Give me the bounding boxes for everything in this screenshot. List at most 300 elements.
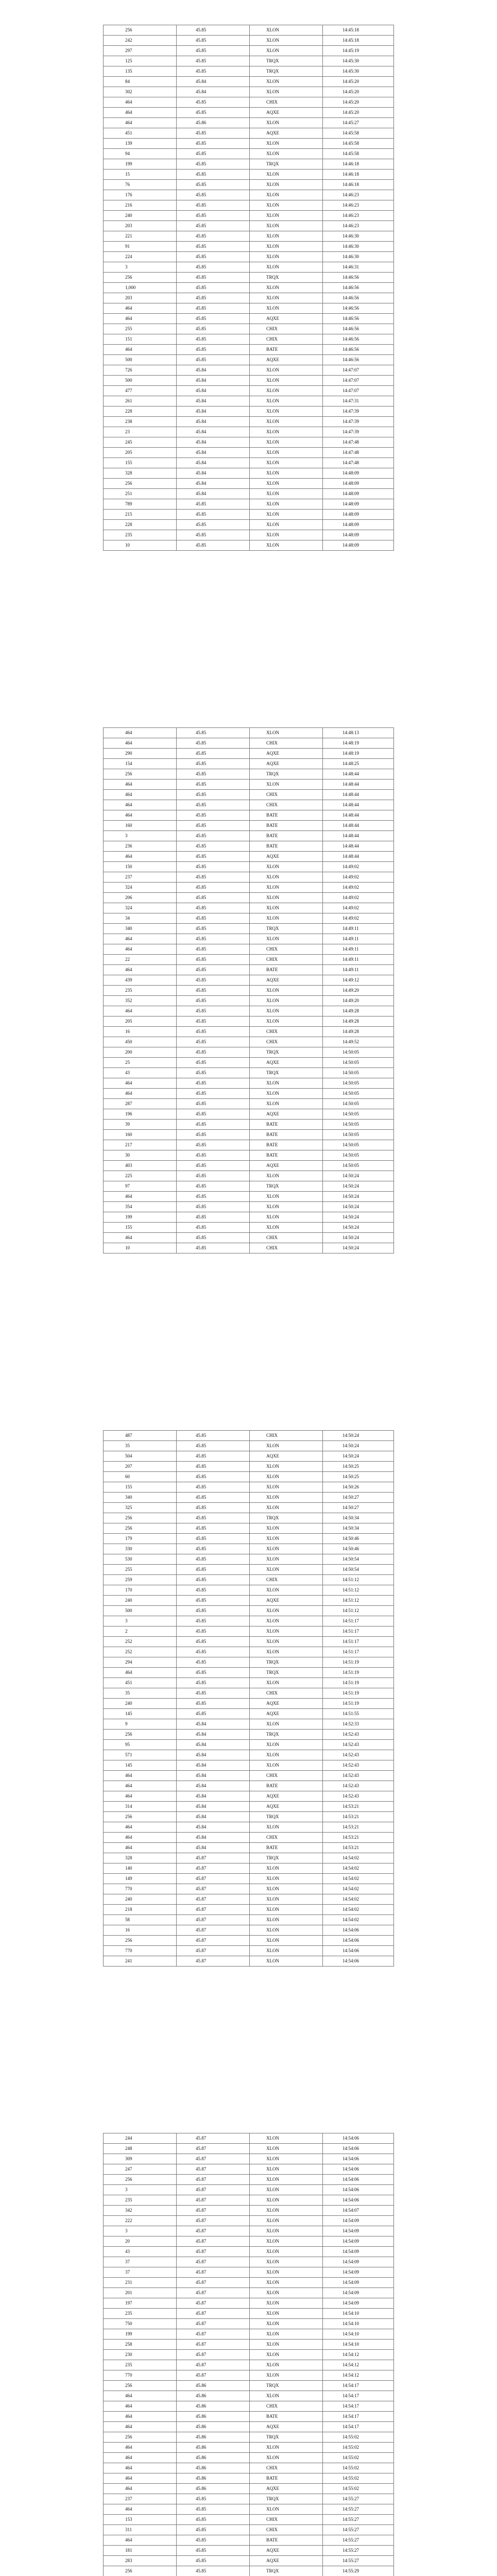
volume-cell: 256 xyxy=(104,1513,177,1523)
time-cell: 14:46:18 xyxy=(323,170,394,180)
volume-cell: 199 xyxy=(104,159,177,170)
price-cell: 45.87 xyxy=(177,1894,250,1905)
venue-cell: XLON xyxy=(250,986,323,996)
price-cell: 45.85 xyxy=(177,1243,250,1253)
volume-cell: 160 xyxy=(104,1130,177,1140)
venue-cell: XLON xyxy=(250,221,323,231)
price-cell: 45.86 xyxy=(177,2381,250,2391)
price-cell: 45.85 xyxy=(177,1554,250,1565)
volume-cell: 403 xyxy=(104,1161,177,1171)
volume-cell: 256 xyxy=(104,2432,177,2443)
venue-cell: XLON xyxy=(250,1089,323,1099)
volume-cell: 258 xyxy=(104,2340,177,2350)
venue-cell: TRQX xyxy=(250,56,323,66)
time-cell: 14:47:07 xyxy=(323,376,394,386)
table-row xyxy=(104,2288,394,2298)
time-cell: 14:51:17 xyxy=(323,1616,394,1626)
table-row xyxy=(104,1058,394,1068)
venue-cell: XLON xyxy=(250,510,323,520)
table-row xyxy=(104,2412,394,2422)
volume-cell: 240 xyxy=(104,1596,177,1606)
time-cell: 14:53:21 xyxy=(323,1812,394,1822)
price-cell: 45.85 xyxy=(177,1451,250,1462)
price-cell: 45.85 xyxy=(177,283,250,293)
volume-cell: 294 xyxy=(104,1657,177,1668)
volume-cell: 464 xyxy=(104,118,177,128)
table-row xyxy=(104,831,394,841)
table-row xyxy=(104,2329,394,2340)
time-cell: 14:54:17 xyxy=(323,2381,394,2391)
volume-cell: 206 xyxy=(104,893,177,903)
venue-cell: XLON xyxy=(250,437,323,448)
price-cell: 45.85 xyxy=(177,790,250,800)
venue-cell: AQXE xyxy=(250,1802,323,1812)
volume-cell: 464 xyxy=(104,2443,177,2453)
volume-cell: 328 xyxy=(104,1853,177,1863)
time-cell: 14:54:10 xyxy=(323,2329,394,2340)
time-cell: 14:49:28 xyxy=(323,1016,394,1027)
time-cell: 14:48:44 xyxy=(323,852,394,862)
venue-cell: XLON xyxy=(250,25,323,36)
table-row xyxy=(104,924,394,934)
table-row xyxy=(104,190,394,200)
volume-cell: 43 xyxy=(104,1068,177,1078)
price-cell: 45.85 xyxy=(177,520,250,530)
price-cell: 45.85 xyxy=(177,293,250,303)
price-cell: 45.85 xyxy=(177,769,250,779)
venue-cell: XLON xyxy=(250,2133,323,2144)
time-cell: 14:48:25 xyxy=(323,759,394,769)
time-cell: 14:55:02 xyxy=(323,2484,394,2494)
time-cell: 14:47:48 xyxy=(323,458,394,468)
table-row xyxy=(104,520,394,530)
venue-cell: XLON xyxy=(250,2370,323,2381)
venue-cell: XLON xyxy=(250,1925,323,1936)
venue-cell: XLON xyxy=(250,211,323,221)
table-row xyxy=(104,1585,394,1596)
time-cell: 14:55:02 xyxy=(323,2443,394,2453)
table-row xyxy=(104,324,394,334)
price-cell: 45.85 xyxy=(177,1202,250,1212)
volume-cell: 179 xyxy=(104,1534,177,1544)
volume-cell: 230 xyxy=(104,2350,177,2360)
price-cell: 45.85 xyxy=(177,540,250,551)
price-cell: 45.85 xyxy=(177,924,250,934)
venue-cell: XLON xyxy=(250,2350,323,2360)
table-row xyxy=(104,2422,394,2432)
table-row xyxy=(104,2257,394,2267)
volume-cell: 2 xyxy=(104,1626,177,1637)
table-row xyxy=(104,1462,394,1472)
time-cell: 14:50:05 xyxy=(323,1068,394,1078)
venue-cell: CHIX xyxy=(250,2401,323,2412)
venue-cell: AQXE xyxy=(250,128,323,139)
volume-cell: 256 xyxy=(104,2381,177,2391)
volume-cell: 464 xyxy=(104,2422,177,2432)
table-row xyxy=(104,841,394,852)
venue-cell: XLON xyxy=(250,1223,323,1233)
venue-cell: XLON xyxy=(250,1884,323,1894)
time-cell: 14:49:11 xyxy=(323,924,394,934)
venue-cell: TRQX xyxy=(250,1513,323,1523)
volume-cell: 464 xyxy=(104,1192,177,1202)
time-cell: 14:50:05 xyxy=(323,1099,394,1109)
time-cell: 14:49:02 xyxy=(323,872,394,883)
table-row xyxy=(104,913,394,924)
volume-cell: 203 xyxy=(104,221,177,231)
volume-cell: 237 xyxy=(104,872,177,883)
table-row xyxy=(104,852,394,862)
volume-cell: 464 xyxy=(104,2391,177,2401)
time-cell: 14:49:12 xyxy=(323,975,394,986)
price-cell: 45.85 xyxy=(177,872,250,883)
volume-cell: 287 xyxy=(104,1099,177,1109)
volume-cell: 20 xyxy=(104,2236,177,2247)
time-cell: 14:50:24 xyxy=(323,1233,394,1243)
price-cell: 45.84 xyxy=(177,1760,250,1771)
time-cell: 14:45:20 xyxy=(323,97,394,108)
table-row xyxy=(104,468,394,479)
volume-cell: 139 xyxy=(104,139,177,149)
price-cell: 45.85 xyxy=(177,852,250,862)
price-cell: 45.86 xyxy=(177,2463,250,2473)
venue-cell: XLON xyxy=(250,2453,323,2463)
venue-cell: AQXE xyxy=(250,2546,323,2556)
table-row xyxy=(104,2381,394,2391)
venue-cell: XLON xyxy=(250,862,323,872)
time-cell: 14:47:48 xyxy=(323,437,394,448)
time-cell: 14:51:19 xyxy=(323,1688,394,1699)
price-cell: 45.87 xyxy=(177,2144,250,2154)
price-cell: 45.87 xyxy=(177,2185,250,2195)
volume-cell: 464 xyxy=(104,2401,177,2412)
time-cell: 14:54:09 xyxy=(323,2257,394,2267)
price-cell: 45.84 xyxy=(177,1812,250,1822)
volume-cell: 205 xyxy=(104,448,177,458)
time-cell: 14:46:31 xyxy=(323,262,394,273)
price-cell: 45.87 xyxy=(177,2267,250,2278)
time-cell: 14:46:23 xyxy=(323,221,394,231)
time-cell: 14:46:23 xyxy=(323,211,394,221)
volume-cell: 218 xyxy=(104,1905,177,1915)
time-cell: 14:49:02 xyxy=(323,883,394,893)
price-cell: 45.85 xyxy=(177,1657,250,1668)
volume-cell: 225 xyxy=(104,1171,177,1181)
table-row xyxy=(104,2144,394,2154)
volume-cell: 256 xyxy=(104,25,177,36)
venue-cell: BATE xyxy=(250,965,323,975)
price-cell: 45.84 xyxy=(177,489,250,499)
volume-cell: 464 xyxy=(104,965,177,975)
table-row xyxy=(104,448,394,458)
time-cell: 14:45:20 xyxy=(323,87,394,97)
price-cell: 45.87 xyxy=(177,2298,250,2309)
volume-cell: 153 xyxy=(104,2515,177,2525)
venue-cell: XLON xyxy=(250,1822,323,1833)
time-cell: 14:51:19 xyxy=(323,1699,394,1709)
price-cell: 45.85 xyxy=(177,97,250,108)
table-row xyxy=(104,334,394,345)
table-row xyxy=(104,1099,394,1109)
time-cell: 14:50:34 xyxy=(323,1523,394,1534)
table-row xyxy=(104,365,394,376)
price-cell: 45.86 xyxy=(177,2453,250,2463)
venue-cell: XLON xyxy=(250,1099,323,1109)
price-cell: 45.85 xyxy=(177,831,250,841)
table-row xyxy=(104,1078,394,1089)
volume-cell: 9 xyxy=(104,1719,177,1730)
table-row xyxy=(104,893,394,903)
table-row xyxy=(104,1884,394,1894)
price-cell: 45.85 xyxy=(177,996,250,1006)
time-cell: 14:54:02 xyxy=(323,1905,394,1915)
time-cell: 14:50:24 xyxy=(323,1192,394,1202)
price-cell: 45.87 xyxy=(177,2319,250,2329)
time-cell: 14:54:06 xyxy=(323,1946,394,1956)
venue-cell: AQXE xyxy=(250,2484,323,2494)
table-row xyxy=(104,2319,394,2329)
time-cell: 14:50:05 xyxy=(323,1089,394,1099)
time-cell: 14:50:27 xyxy=(323,1503,394,1513)
price-cell: 45.85 xyxy=(177,345,250,355)
volume-cell: 247 xyxy=(104,2164,177,2175)
volume-cell: 464 xyxy=(104,944,177,955)
venue-cell: XLON xyxy=(250,46,323,56)
volume-cell: 477 xyxy=(104,386,177,396)
table-row xyxy=(104,975,394,986)
time-cell: 14:54:02 xyxy=(323,1874,394,1884)
price-cell: 45.85 xyxy=(177,810,250,821)
venue-cell: XLON xyxy=(250,2391,323,2401)
time-cell: 14:45:30 xyxy=(323,66,394,77)
table-row xyxy=(104,386,394,396)
price-cell: 45.84 xyxy=(177,1730,250,1740)
table-row xyxy=(104,2453,394,2463)
venue-cell: XLON xyxy=(250,87,323,97)
venue-cell: AQXE xyxy=(250,108,323,118)
table-row xyxy=(104,200,394,211)
time-cell: 14:49:11 xyxy=(323,934,394,944)
price-cell: 45.85 xyxy=(177,1565,250,1575)
table-row xyxy=(104,1956,394,1967)
price-cell: 45.86 xyxy=(177,2432,250,2443)
table-row xyxy=(104,1946,394,1956)
volume-cell: 22 xyxy=(104,955,177,965)
time-cell: 14:49:11 xyxy=(323,965,394,975)
volume-cell: 256 xyxy=(104,2175,177,2185)
table-row xyxy=(104,540,394,551)
volume-cell: 200 xyxy=(104,1047,177,1058)
venue-cell: BATE xyxy=(250,1120,323,1130)
price-cell: 45.85 xyxy=(177,1192,250,1202)
table-row xyxy=(104,2370,394,2381)
price-cell: 45.85 xyxy=(177,1606,250,1616)
venue-cell: TRQX xyxy=(250,769,323,779)
price-cell: 45.85 xyxy=(177,1130,250,1140)
time-cell: 14:54:17 xyxy=(323,2401,394,2412)
volume-cell: 16 xyxy=(104,1925,177,1936)
time-cell: 14:54:10 xyxy=(323,2309,394,2319)
venue-cell: XLON xyxy=(250,728,323,738)
time-cell: 14:46:56 xyxy=(323,283,394,293)
time-cell: 14:48:44 xyxy=(323,810,394,821)
volume-cell: 311 xyxy=(104,2525,177,2535)
time-cell: 14:49:11 xyxy=(323,944,394,955)
time-cell: 14:52:43 xyxy=(323,1740,394,1750)
venue-cell: XLON xyxy=(250,1585,323,1596)
time-cell: 14:48:09 xyxy=(323,479,394,489)
volume-cell: 340 xyxy=(104,924,177,934)
time-cell: 14:54:12 xyxy=(323,2350,394,2360)
table-row xyxy=(104,355,394,365)
price-cell: 45.85 xyxy=(177,1585,250,1596)
venue-cell: AQXE xyxy=(250,1161,323,1171)
table-row xyxy=(104,2525,394,2535)
price-cell: 45.85 xyxy=(177,1699,250,1709)
volume-cell: 726 xyxy=(104,365,177,376)
volume-cell: 261 xyxy=(104,396,177,406)
price-cell: 45.87 xyxy=(177,2164,250,2175)
table-row xyxy=(104,406,394,417)
venue-cell: XLON xyxy=(250,1647,323,1657)
time-cell: 14:54:06 xyxy=(323,1956,394,1967)
volume-cell: 248 xyxy=(104,2144,177,2154)
price-cell: 45.87 xyxy=(177,2206,250,2216)
volume-cell: 94 xyxy=(104,149,177,159)
venue-cell: XLON xyxy=(250,1740,323,1750)
time-cell: 14:45:58 xyxy=(323,149,394,159)
time-cell: 14:55:02 xyxy=(323,2432,394,2443)
table-row xyxy=(104,108,394,118)
volume-cell: 3 xyxy=(104,831,177,841)
time-cell: 14:47:48 xyxy=(323,448,394,458)
price-cell: 45.85 xyxy=(177,1647,250,1657)
table-row xyxy=(104,2154,394,2164)
time-cell: 14:52:43 xyxy=(323,1760,394,1771)
venue-cell: XLON xyxy=(250,1760,323,1771)
volume-cell: 464 xyxy=(104,2535,177,2546)
table-row xyxy=(104,1441,394,1451)
volume-cell: 464 xyxy=(104,1781,177,1791)
time-cell: 14:51:17 xyxy=(323,1626,394,1637)
venue-cell: CHIX xyxy=(250,1575,323,1585)
table-row xyxy=(104,510,394,520)
table-row xyxy=(104,1006,394,1016)
volume-cell: 504 xyxy=(104,1451,177,1462)
table-row xyxy=(104,1482,394,1493)
price-cell: 45.84 xyxy=(177,1802,250,1812)
venue-cell: XLON xyxy=(250,2185,323,2195)
time-cell: 14:51:19 xyxy=(323,1657,394,1668)
table-row xyxy=(104,345,394,355)
table-row xyxy=(104,262,394,273)
venue-cell: XLON xyxy=(250,2144,323,2154)
venue-cell: TRQX xyxy=(250,924,323,934)
venue-cell: AQXE xyxy=(250,1451,323,1462)
price-cell: 45.87 xyxy=(177,2370,250,2381)
volume-cell: 464 xyxy=(104,2463,177,2473)
price-cell: 45.85 xyxy=(177,1037,250,1047)
time-cell: 14:46:23 xyxy=(323,190,394,200)
table-row xyxy=(104,1812,394,1822)
table-row xyxy=(104,458,394,468)
volume-cell: 140 xyxy=(104,1863,177,1874)
time-cell: 14:54:02 xyxy=(323,1853,394,1863)
venue-cell: TRQX xyxy=(250,2432,323,2443)
venue-cell: CHIX xyxy=(250,324,323,334)
venue-cell: CHIX xyxy=(250,790,323,800)
venue-cell: XLON xyxy=(250,1956,323,1967)
table-row xyxy=(104,1791,394,1802)
price-cell: 45.85 xyxy=(177,262,250,273)
venue-cell: BATE xyxy=(250,2412,323,2422)
volume-cell: 302 xyxy=(104,87,177,97)
price-cell: 45.85 xyxy=(177,170,250,180)
table-row xyxy=(104,1781,394,1791)
price-cell: 45.84 xyxy=(177,1833,250,1843)
table-row xyxy=(104,1894,394,1905)
time-cell: 14:49:20 xyxy=(323,996,394,1006)
time-cell: 14:54:09 xyxy=(323,2226,394,2236)
venue-cell: XLON xyxy=(250,2236,323,2247)
volume-cell: 240 xyxy=(104,1699,177,1709)
venue-cell: XLON xyxy=(250,417,323,427)
venue-cell: XLON xyxy=(250,2298,323,2309)
table-row xyxy=(104,1431,394,1441)
volume-cell: 256 xyxy=(104,273,177,283)
price-cell: 45.86 xyxy=(177,2484,250,2494)
venue-cell: XLON xyxy=(250,283,323,293)
time-cell: 14:54:09 xyxy=(323,2216,394,2226)
volume-cell: 464 xyxy=(104,2412,177,2422)
table-row xyxy=(104,2463,394,2473)
table-row xyxy=(104,1699,394,1709)
price-cell: 45.85 xyxy=(177,499,250,510)
time-cell: 14:48:44 xyxy=(323,790,394,800)
volume-cell: 84 xyxy=(104,77,177,87)
time-cell: 14:54:06 xyxy=(323,2195,394,2206)
volume-cell: 207 xyxy=(104,1462,177,1472)
price-cell: 45.85 xyxy=(177,314,250,324)
volume-cell: 770 xyxy=(104,1884,177,1894)
price-cell: 45.85 xyxy=(177,1099,250,1109)
table-row xyxy=(104,1657,394,1668)
time-cell: 14:46:56 xyxy=(323,293,394,303)
volume-cell: 487 xyxy=(104,1431,177,1441)
time-cell: 14:45:20 xyxy=(323,108,394,118)
price-cell: 45.85 xyxy=(177,913,250,924)
venue-cell: XLON xyxy=(250,1946,323,1956)
table-row xyxy=(104,2298,394,2309)
price-cell: 45.85 xyxy=(177,1544,250,1554)
time-cell: 14:48:44 xyxy=(323,800,394,810)
venue-cell: XLON xyxy=(250,1493,323,1503)
price-cell: 45.85 xyxy=(177,841,250,852)
venue-cell: XLON xyxy=(250,2247,323,2257)
table-row xyxy=(104,1637,394,1647)
table-row xyxy=(104,1771,394,1781)
volume-cell: 145 xyxy=(104,1760,177,1771)
table-row xyxy=(104,56,394,66)
venue-cell: XLON xyxy=(250,2504,323,2515)
price-cell: 45.85 xyxy=(177,2515,250,2525)
venue-cell: XLON xyxy=(250,934,323,944)
table-row xyxy=(104,1750,394,1760)
time-cell: 14:54:02 xyxy=(323,1884,394,1894)
price-cell: 45.84 xyxy=(177,1791,250,1802)
table-row xyxy=(104,1740,394,1750)
time-cell: 14:48:44 xyxy=(323,779,394,790)
